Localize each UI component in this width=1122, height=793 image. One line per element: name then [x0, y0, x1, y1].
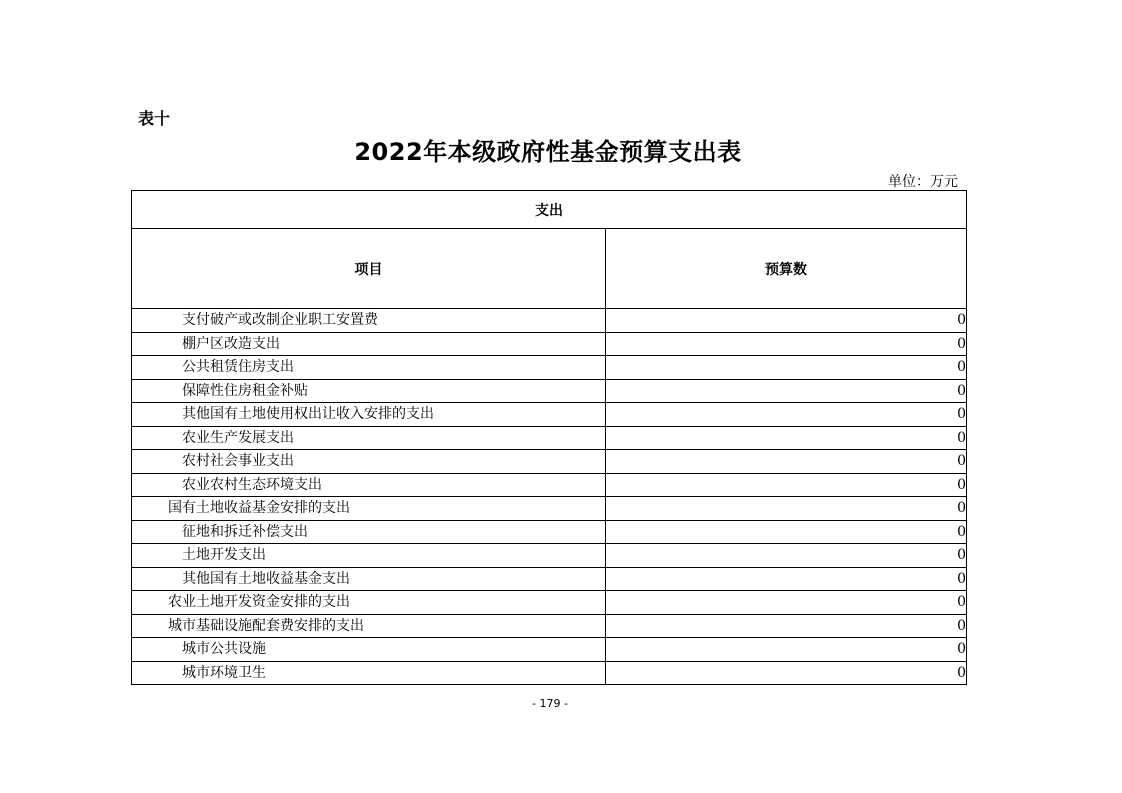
- row-item-name: 农村社会事业支出: [132, 450, 606, 474]
- row-item-name: 征地和拆迁补偿支出: [132, 520, 606, 544]
- table-body: [132, 309, 967, 685]
- row-budget-value: 0: [606, 426, 967, 450]
- table-row: [132, 638, 967, 662]
- table-row: [132, 591, 967, 615]
- row-item-name: 公共租赁住房支出: [132, 356, 606, 380]
- row-budget-value: 0: [606, 591, 967, 615]
- row-budget-value: 0: [606, 332, 967, 356]
- column-header-budget: 预算数: [606, 229, 967, 309]
- table-row: [132, 356, 967, 380]
- table-row: [132, 403, 967, 427]
- table-row: [132, 520, 967, 544]
- row-budget-value: 0: [606, 544, 967, 568]
- row-item-name: 其他国有土地收益基金支出: [132, 567, 606, 591]
- row-item-name: 国有土地收益基金安排的支出: [132, 497, 606, 521]
- row-budget-value: 0: [606, 520, 967, 544]
- page-title: 2022年本级政府性基金预算支出表: [354, 138, 742, 166]
- table-row: [132, 309, 967, 333]
- row-item-name: 土地开发支出: [132, 544, 606, 568]
- row-item-name: 农业农村生态环境支出: [132, 473, 606, 497]
- budget-table: [131, 190, 967, 685]
- row-budget-value: 0: [606, 473, 967, 497]
- row-item-name: 棚户区改造支出: [132, 332, 606, 356]
- row-item-name: 农业土地开发资金安排的支出: [132, 591, 606, 615]
- table-row: [132, 661, 967, 685]
- row-budget-value: 0: [606, 614, 967, 638]
- row-item-name: 支付破产或改制企业职工安置费: [132, 309, 606, 333]
- section-header-row: [132, 191, 967, 229]
- table-row: [132, 497, 967, 521]
- row-budget-value: 0: [606, 497, 967, 521]
- row-budget-value: 0: [606, 379, 967, 403]
- row-item-name: 城市基础设施配套费安排的支出: [132, 614, 606, 638]
- column-header-row: [132, 229, 967, 309]
- row-item-name: 农业生产发展支出: [132, 426, 606, 450]
- row-item-name: 保障性住房租金补贴: [132, 379, 606, 403]
- unit-label: 单位：万元: [888, 174, 958, 190]
- table-row: [132, 332, 967, 356]
- table-row: [132, 567, 967, 591]
- row-budget-value: 0: [606, 309, 967, 333]
- row-item-name: 城市公共设施: [132, 638, 606, 662]
- table-row: [132, 450, 967, 474]
- row-budget-value: 0: [606, 403, 967, 427]
- page-number: - 179 -: [532, 697, 568, 710]
- table-row: [132, 544, 967, 568]
- table-row: [132, 473, 967, 497]
- row-item-name: 城市环境卫生: [132, 661, 606, 685]
- row-budget-value: 0: [606, 661, 967, 685]
- row-budget-value: 0: [606, 450, 967, 474]
- table-row: [132, 426, 967, 450]
- row-budget-value: 0: [606, 567, 967, 591]
- table-label: 表十: [138, 109, 171, 128]
- table-row: [132, 379, 967, 403]
- section-header: 支出: [132, 191, 967, 229]
- row-budget-value: 0: [606, 356, 967, 380]
- row-budget-value: 0: [606, 638, 967, 662]
- row-item-name: 其他国有土地使用权出让收入安排的支出: [132, 403, 606, 427]
- column-header-item: 项目: [132, 229, 606, 309]
- table-row: [132, 614, 967, 638]
